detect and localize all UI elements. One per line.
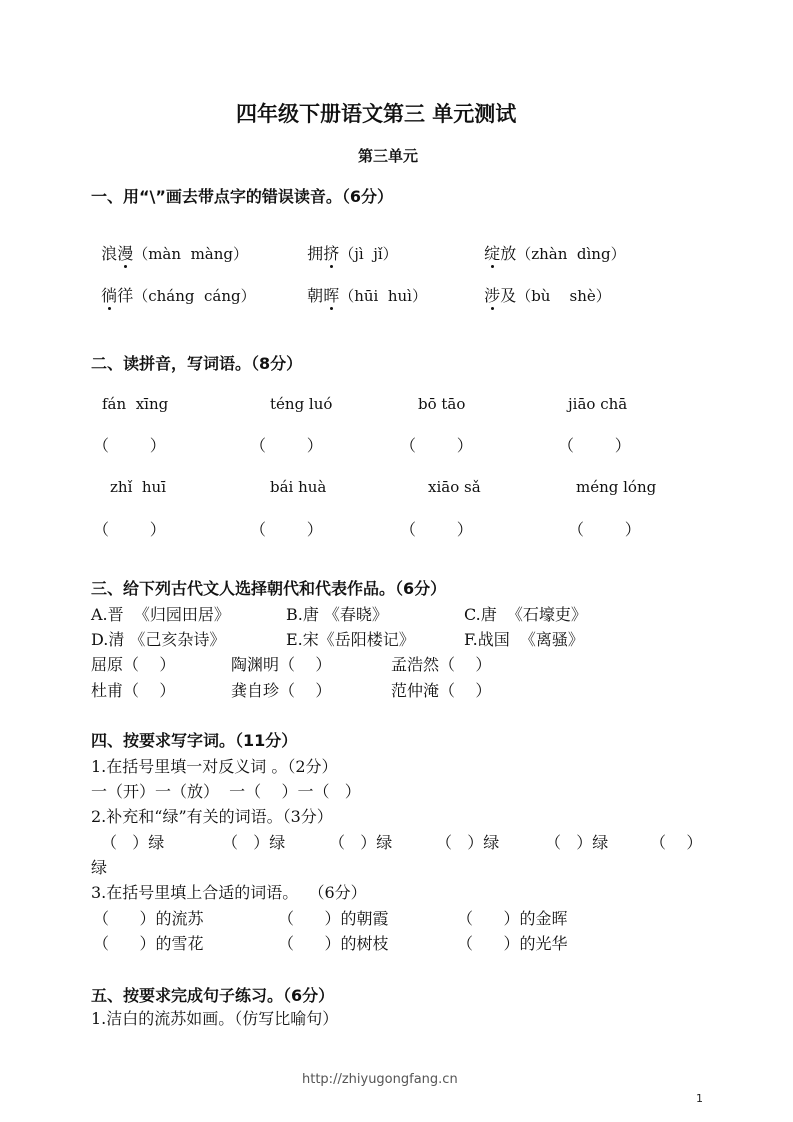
dotted-char: 徜 <box>101 286 118 305</box>
pinyin-prompt: méng lóng <box>576 478 657 496</box>
question-text: 3.在括号里填上合适的词语。 （6分） <box>91 883 367 902</box>
phrase-blank[interactable]: （ ）的光华 <box>457 934 568 953</box>
answer-blank[interactable]: （ ） <box>568 520 641 539</box>
phrase-blank[interactable]: （ ）的树枝 <box>278 934 389 953</box>
option-item: C.唐 《石壕吏》 <box>464 605 587 624</box>
word-prefix: 拥 <box>307 244 324 263</box>
pinyin-options: （jì jǐ） <box>339 245 398 263</box>
section-2-heading: 二、读拼音，写词语。（8分） <box>91 354 303 373</box>
section-4-heading: 四、按要求写字词。（11分） <box>91 731 298 750</box>
author-blank[interactable]: 杜甫（ ） <box>91 681 176 700</box>
phrase-blank[interactable]: （ ）的朝霞 <box>278 909 389 928</box>
answer-blank[interactable]: （ ） <box>93 520 166 539</box>
answer-blank[interactable]: （ ） <box>250 436 323 455</box>
pinyin-item <box>91 264 256 306</box>
answer-blank[interactable]: （ ） <box>400 436 473 455</box>
pinyin-item <box>297 222 398 264</box>
pinyin-prompt: zhǐ huī <box>110 478 167 496</box>
green-word-blank[interactable]: （ ）绿 <box>101 833 165 852</box>
question-text: 2.补充和“绿”有关的词语。（3分） <box>91 807 333 826</box>
dotted-char: 绽 <box>484 244 501 263</box>
pinyin-item <box>297 264 427 306</box>
pinyin-prompt: jiāo chā <box>568 395 628 413</box>
pinyin-item <box>474 222 626 264</box>
pinyin-options: （hūi huì） <box>339 287 427 305</box>
author-blank[interactable]: 范仲淹（ ） <box>391 681 492 700</box>
option-item: A.晋 《归园田居》 <box>91 605 230 624</box>
option-item: E.宋《岳阳楼记》 <box>286 630 415 649</box>
wrapped-text: 绿 <box>91 858 108 877</box>
answer-blank[interactable]: （ ） <box>400 520 473 539</box>
section-5-heading: 五、按要求完成句子练习。（6分） <box>91 986 335 1005</box>
pinyin-prompt: fán xīng <box>102 395 169 413</box>
dotted-char: 晖 <box>323 286 340 305</box>
green-word-blank[interactable]: （ ）绿 <box>436 833 500 852</box>
option-item: D.清 《己亥杂诗》 <box>91 630 226 649</box>
pinyin-options: （cháng cáng） <box>133 287 256 305</box>
pinyin-prompt: téng luó <box>270 395 333 413</box>
word-prefix: 朝 <box>307 286 324 305</box>
green-word-blank[interactable]: （ ）绿 <box>222 833 286 852</box>
page-number: 1 <box>696 1092 703 1105</box>
author-blank[interactable]: 陶渊明（ ） <box>231 655 332 674</box>
word-suffix: 放 <box>500 244 517 263</box>
pinyin-options: （bù shè） <box>516 287 611 305</box>
author-blank[interactable]: 屈原（ ） <box>91 655 176 674</box>
answer-blank[interactable]: （ ） <box>93 436 166 455</box>
footer-url[interactable]: http://zhiyugongfang.cn <box>302 1072 458 1087</box>
page-title: 四年级下册语文第三 单元测试 <box>236 102 517 126</box>
option-item: B.唐 《春晓》 <box>286 605 388 624</box>
phrase-blank[interactable]: （ ）的金晖 <box>457 909 568 928</box>
pinyin-options: （zhàn dìng） <box>516 245 626 263</box>
green-word-blank[interactable]: （ ） <box>650 833 703 852</box>
pinyin-prompt: bō tāo <box>418 395 466 413</box>
question-text: 1.在括号里填一对反义词 。（2分） <box>91 757 338 776</box>
answer-blank[interactable]: （ ） <box>250 520 323 539</box>
pinyin-prompt: xiāo sǎ <box>428 478 481 496</box>
section-3-heading: 三、给下列古代文人选择朝代和代表作品。（6分） <box>91 579 447 598</box>
phrase-blank[interactable]: （ ）的雪花 <box>93 934 204 953</box>
phrase-blank[interactable]: （ ）的流苏 <box>93 909 204 928</box>
dotted-char: 漫 <box>117 244 134 263</box>
question-text: 1.洁白的流苏如画。（仿写比喻句） <box>91 1009 339 1028</box>
dotted-char: 涉 <box>484 286 501 305</box>
pinyin-item <box>91 222 248 264</box>
word-prefix: 浪 <box>101 244 118 263</box>
green-word-blank[interactable]: （ ）绿 <box>329 833 393 852</box>
author-blank[interactable]: 孟浩然（ ） <box>391 655 492 674</box>
author-blank[interactable]: 龚自珍（ ） <box>231 681 332 700</box>
answer-blank[interactable]: （ ） <box>558 436 631 455</box>
section-1-heading: 一、用“\”画去带点字的错误读音。（6分） <box>91 187 394 206</box>
page-subtitle: 第三单元 <box>358 147 419 165</box>
antonym-blanks[interactable]: 一（开）一（放） 一（ ）一（ ） <box>91 782 361 801</box>
word-suffix: 及 <box>500 286 517 305</box>
pinyin-item <box>474 264 611 306</box>
word-suffix: 徉 <box>117 286 134 305</box>
dotted-char: 挤 <box>323 244 340 263</box>
green-word-blank[interactable]: （ ）绿 <box>545 833 609 852</box>
pinyin-prompt: bái huà <box>270 478 327 496</box>
option-item: F.战国 《离骚》 <box>464 630 584 649</box>
pinyin-options: （màn màng） <box>133 245 248 263</box>
